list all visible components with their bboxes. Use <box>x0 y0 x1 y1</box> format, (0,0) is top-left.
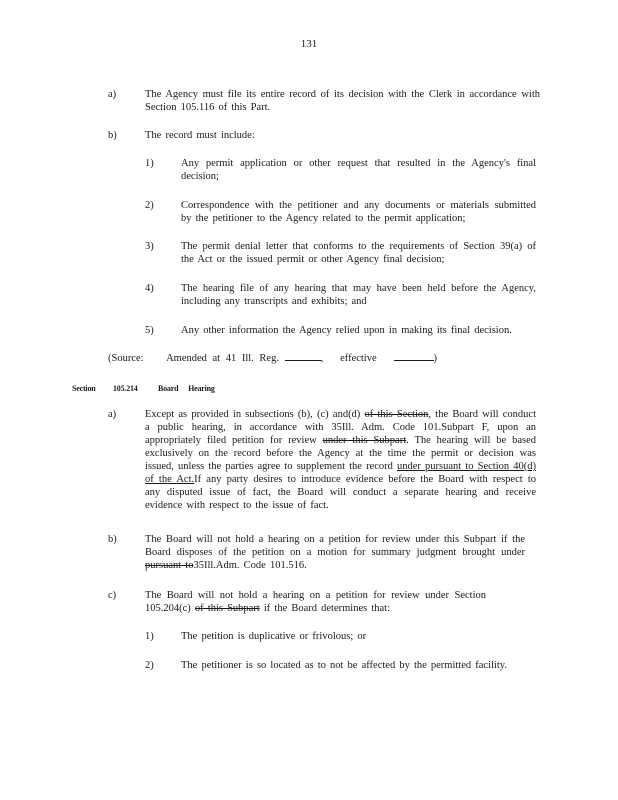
item-label-b: b) <box>108 130 117 141</box>
list-item-text: The petitioner is so located as to not be affected by the permitted facility. <box>181 660 507 671</box>
list-item-label: 4) <box>145 283 154 294</box>
page-number: 131 <box>300 38 318 50</box>
item-label-a: a) <box>108 409 117 420</box>
deleted-text: of this Section <box>364 409 429 420</box>
source-note: (Source: Amended at 41 Ill. Reg. , effective ) <box>108 353 438 364</box>
deleted-text: pursuant to <box>145 560 194 571</box>
item-label-a: a) <box>108 89 117 100</box>
list-item-text: The petition is duplicative or frivolous; or <box>181 631 367 642</box>
section-label: Section <box>72 384 96 393</box>
text-run: if the Board determines that: <box>263 603 391 614</box>
source-amended: Amended at 41 Ill. Reg. <box>166 353 279 364</box>
list-item-text: The hearing file of any hearing that may have been held before the Agency, including any transcripts and exhibits; and <box>181 283 536 307</box>
list-item-label: 2) <box>145 660 154 671</box>
paragraph-board-hearing <box>145 408 536 512</box>
list-item-label: 2) <box>145 200 154 211</box>
paragraph-agency-record: The Agency must file its entire record of its decision with the Clerk in accordance with Section 105.116 of this Part. <box>145 89 540 113</box>
source-suffix: ) <box>433 353 438 364</box>
deleted-text: under this Subpart <box>322 435 407 446</box>
text-run: , the Board will conduct a public hearing, in accordance with 35Ill. Adm. Code 101.Subpart F, upon an appropriately filed petition for review <box>145 409 537 446</box>
text-run: The Board will not hold a hearing on a petition for review under Section 105.204(c) <box>145 590 486 614</box>
list-item-text: Correspondence with the petitioner and any documents or materials submitted by the petitioner to the Agency related to the permit application; <box>181 200 536 224</box>
deleted-text: of this Subpart <box>194 603 260 614</box>
item-label-b: b) <box>108 534 117 545</box>
list-item-text: Any other information the Agency relied upon in making its final decision. <box>181 325 512 336</box>
paragraph-no-hearing <box>145 589 486 615</box>
list-item-text: The permit denial letter that conforms to the requirements of Section 39(a) of the Act or the issued permit or other Agency final decision; <box>181 241 536 265</box>
date-blank <box>394 351 434 361</box>
source-prefix: (Source: <box>108 353 144 364</box>
reg-blank <box>285 351 321 361</box>
section-number: 105.214 <box>113 384 138 393</box>
paragraph-record-include: The record must include: <box>145 130 255 141</box>
source-effective: effective <box>340 353 377 364</box>
inserted-text: under pursuant to Section 40(d) of the Act. <box>145 461 536 485</box>
section-title: Board Hearing <box>158 384 215 393</box>
paragraph-summary-judgment <box>145 533 525 572</box>
list-item-label: 1) <box>145 631 154 642</box>
text-run: If any party desires to introduce evidence before the Board with respect to any disputed issue of fact, the Board will conduct a separate hearing and receive evidence with respect to the issue of fact. <box>145 474 537 511</box>
item-label-c: c) <box>108 590 117 601</box>
list-item-text: Any permit application or other request that resulted in the Agency's final decision; <box>181 158 536 182</box>
list-item-label: 3) <box>145 241 154 252</box>
text-run: 35Ill.Adm. Code 101.516. <box>193 560 307 571</box>
list-item-label: 1) <box>145 158 154 169</box>
list-item-label: 5) <box>145 325 154 336</box>
text-run: Except as provided in subsections (b), (c) and(d) <box>145 409 361 420</box>
text-run: The Board will not hold a hearing on a petition for review under this Subpart if the Board disposes of the petition on a motion for summary judgment brought under <box>145 534 525 558</box>
text-run: . The hearing will be based exclusively on the record before the Agency at the time the permit or decision was issued, unless the parties agree to supplement the record <box>145 435 536 472</box>
